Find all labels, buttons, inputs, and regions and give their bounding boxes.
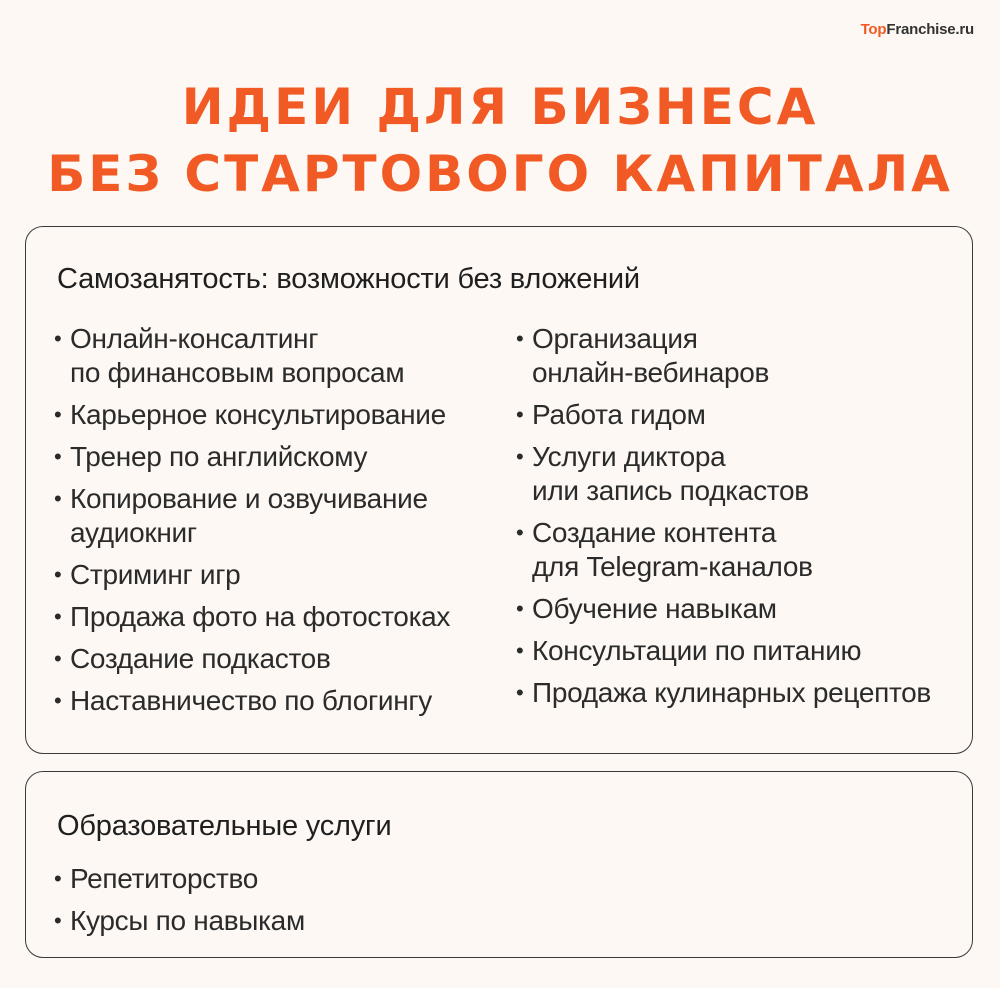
- list-item: [54, 684, 450, 718]
- list-item-text: Наставничество по блогингу: [70, 685, 432, 716]
- bullet-icon: •: [54, 688, 62, 713]
- bullet-icon: •: [54, 444, 62, 469]
- list-item: [54, 322, 450, 390]
- list-item: [516, 676, 931, 710]
- list-item: [54, 482, 450, 550]
- list-item-text: Карьерное консультирование: [70, 399, 446, 430]
- bullet-icon: •: [516, 326, 524, 351]
- list-item-text: Стриминг игр: [70, 559, 241, 590]
- list-item: [516, 440, 931, 508]
- list-item-text: Организация онлайн-вебинаров: [532, 323, 770, 388]
- list-item: [54, 642, 450, 676]
- education-title: Образовательные услуги: [57, 810, 392, 842]
- list-item-text: Копирование и озвучивание аудиокниг: [70, 483, 428, 548]
- list-item-text: Услуги диктора или запись подкастов: [532, 441, 809, 506]
- list-item: [516, 398, 931, 432]
- brand-logo: [861, 21, 974, 38]
- education-list: [54, 862, 305, 946]
- list-item: [54, 904, 305, 938]
- list-item-text: Продажа фото на фотостоках: [70, 601, 451, 632]
- list-item-text: Обучение навыкам: [532, 593, 777, 624]
- list-item: [516, 634, 931, 668]
- brand-logo-accent: Top: [860, 21, 887, 38]
- education-card: [25, 771, 973, 958]
- bullet-icon: •: [516, 402, 524, 427]
- bullet-icon: •: [54, 562, 62, 587]
- list-item: [54, 862, 305, 896]
- bullet-icon: •: [54, 486, 62, 511]
- list-item: [516, 516, 931, 584]
- list-item-text: Консультации по питанию: [532, 635, 862, 666]
- list-item-text: Создание контента для Telegram-каналов: [532, 517, 813, 582]
- list-item-text: Тренер по английскому: [70, 441, 368, 472]
- list-item-text: Онлайн-консалтинг по финансовым вопросам: [70, 323, 405, 388]
- bullet-icon: •: [54, 326, 62, 351]
- list-item-text: Репетиторство: [70, 863, 258, 894]
- bullet-icon: •: [54, 908, 62, 933]
- bullet-icon: •: [516, 444, 524, 469]
- bullet-icon: •: [54, 604, 62, 629]
- bullet-icon: •: [516, 680, 524, 705]
- bullet-icon: •: [516, 638, 524, 663]
- list-item: [516, 322, 931, 390]
- self-employment-card: [25, 226, 973, 754]
- brand-logo-rest: Franchise.ru: [886, 21, 974, 38]
- list-item-text: Создание подкастов: [70, 643, 331, 674]
- bullet-icon: •: [54, 866, 62, 891]
- page-title-line-2: БЕЗ СТАРТОВОГО КАПИТАЛА: [47, 145, 953, 203]
- bullet-icon: •: [516, 520, 524, 545]
- self-employment-title: Самозанятость: возможности без вложений: [57, 263, 640, 295]
- list-item: [54, 440, 450, 474]
- list-item: [516, 592, 931, 626]
- bullet-icon: •: [54, 646, 62, 671]
- list-item-text: Курсы по навыкам: [70, 905, 305, 936]
- list-item: [54, 600, 450, 634]
- list-item-text: Работа гидом: [532, 399, 706, 430]
- bullet-icon: •: [54, 402, 62, 427]
- self-employment-list-left: [54, 322, 450, 726]
- bullet-icon: •: [516, 596, 524, 621]
- self-employment-list-right: [516, 322, 931, 718]
- list-item: [54, 558, 450, 592]
- page-title-line-1: ИДЕИ ДЛЯ БИЗНЕСА: [181, 78, 819, 136]
- list-item-text: Продажа кулинарных рецептов: [532, 677, 932, 708]
- list-item: [54, 398, 450, 432]
